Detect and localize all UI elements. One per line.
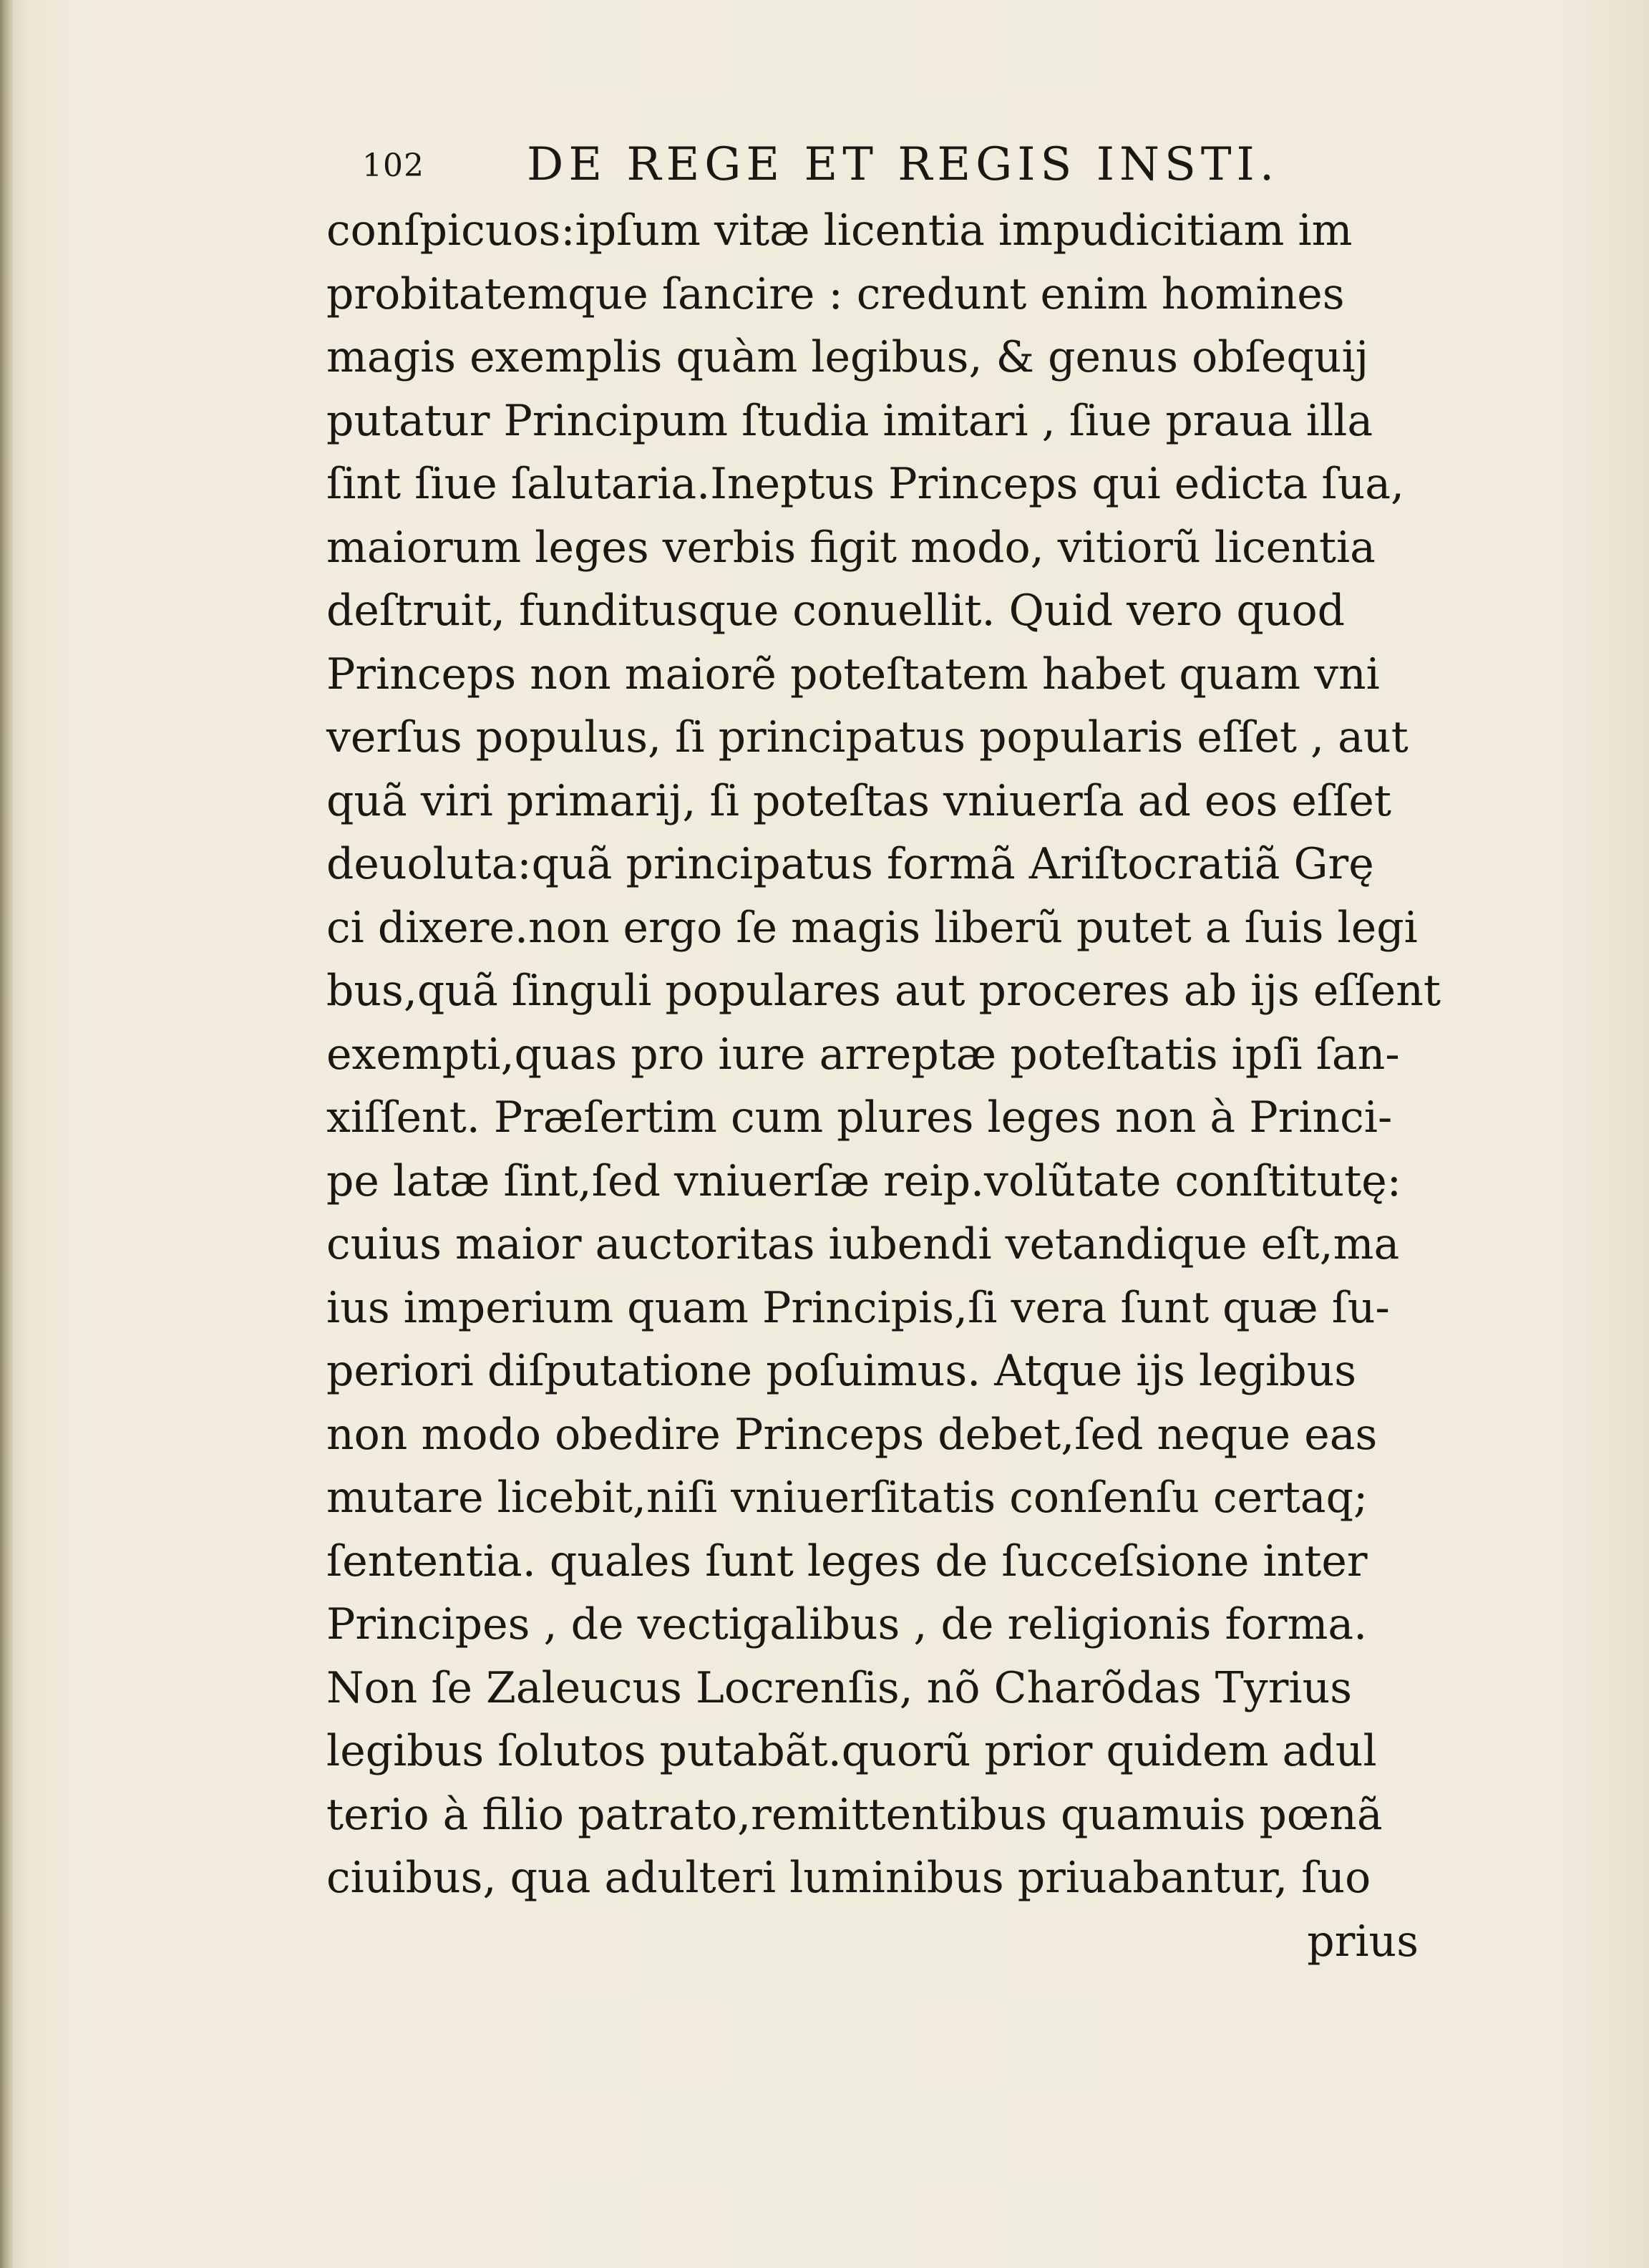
page-number: 102	[362, 147, 424, 184]
body-text	[326, 199, 1450, 1910]
text-line: ſint ſiue ſalutaria.Ineptus Princeps qui edicta ſua,	[326, 459, 1405, 509]
page-gutter	[0, 0, 13, 2268]
text-line: pe latæ ſint,ſed vniuerſæ reip.volũtate conſtitutę:	[326, 1155, 1401, 1206]
text-line: deſtruit, funditusque conuellit. Quid vero quod	[326, 586, 1345, 636]
text-line: Princeps non maiorẽ poteſtatem habet quam vni	[326, 649, 1380, 699]
text-line: conſpicuos:ipſum vitæ licentia impudicitiam im	[326, 205, 1353, 256]
text-line: non modo obedire Princeps debet,ſed neque eas	[326, 1409, 1378, 1460]
text-line: putatur Principum ſtudia imitari , ſiue praua illa	[326, 395, 1373, 446]
text-line: bus,quã ſinguli populares aut proceres ab ijs eſſent	[326, 966, 1441, 1016]
text-line: ci dixere.non ergo ſe magis liberũ putet a ſuis legi	[326, 902, 1418, 953]
text-line: ſententia. quales ſunt leges de ſucceſsione inter	[326, 1536, 1368, 1586]
text-line: probitatemque ſancire : credunt enim homines	[326, 268, 1345, 319]
text-line: xiſſent. Præſertim cum plures leges non à Princi-	[326, 1092, 1393, 1143]
text-block	[326, 126, 1450, 1973]
text-line: maiorum leges verbis figit modo, vitiorũ licentia	[326, 522, 1376, 573]
text-line: Principes , de vectigalibus , de religionis forma.	[326, 1599, 1368, 1649]
text-line: periori diſputatione poſuimus. Atque ijs legibus	[326, 1346, 1357, 1396]
text-line: quã viri primarij, ſi poteſtas vniuerſa ad eos eſſet	[326, 775, 1391, 826]
running-head: DE REGE ET REGIS INSTI.	[527, 138, 1280, 191]
text-line: deuoluta:quã principatus formã Ariſtocratiã Grę	[326, 839, 1374, 889]
page-header	[326, 126, 1450, 198]
text-line: magis exemplis quàm legibus, & genus obſequij	[326, 332, 1369, 382]
text-line: ius imperium quam Principis,ſi vera ſunt quæ ſu-	[326, 1282, 1390, 1333]
text-line: terio à filio patrato,remittentibus quamuis pœnã	[326, 1789, 1383, 1840]
catchword: prius	[1307, 1916, 1419, 1967]
text-line: exempti,quas pro iure arreptæ poteſtatis ipſi ſan-	[326, 1029, 1400, 1080]
text-line: legibus ſolutos putabãt.quorũ prior quidem adul	[326, 1726, 1377, 1776]
text-line: verſus populus, ſi principatus popularis eſſet , aut	[326, 712, 1409, 762]
text-line: cuius maior auctoritas iubendi vetandique eſt,ma	[326, 1219, 1400, 1269]
text-line: ciuibus, qua adulteri luminibus priuabantur, ſuo	[326, 1853, 1371, 1903]
text-line: mutare licebit,niſi vniuerſitatis conſenſu certaq;	[326, 1473, 1368, 1523]
text-line: Non ſe Zaleucus Locrenſis, nõ Charõdas Tyrius	[326, 1662, 1352, 1713]
